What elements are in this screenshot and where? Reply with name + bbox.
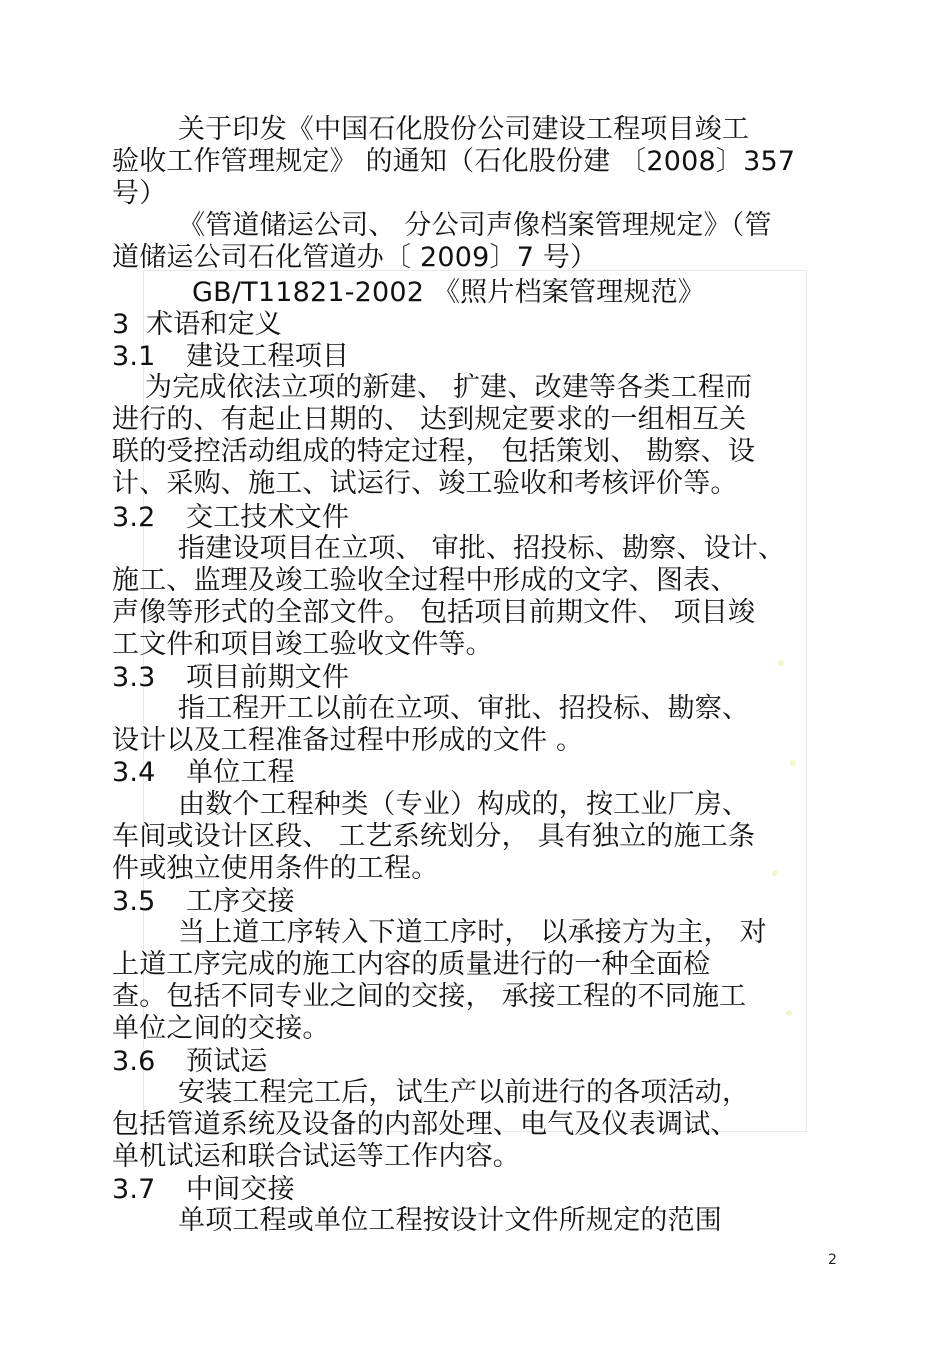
body-line: 联的受控活动组成的特定过程， 包括策划、 勘察、设 <box>112 436 756 467</box>
body-line: 上道工序完成的施工内容的质量进行的一种全面检 <box>112 949 711 980</box>
body-line: 包括管道系统及设备的内部处理、电气及仪表调试、 <box>112 1109 738 1140</box>
item-heading <box>112 502 349 534</box>
body-line: 安装工程完工后，试生产以前进行的各项活动， <box>178 1077 750 1108</box>
body-line: 单项工程或单位工程按设计文件所规定的范围 <box>178 1205 722 1236</box>
reference-line: 号） <box>112 178 167 209</box>
body-line: 件或独立使用条件的工程。 <box>112 853 439 884</box>
item-number: 3.2 <box>112 502 156 533</box>
body-line: 设计以及工程准备过程中形成的文件 。 <box>112 725 584 756</box>
item-heading <box>112 341 349 373</box>
reference-line: 道储运公司石化管道办〔 2009〕7 号） <box>112 242 598 273</box>
item-heading <box>112 662 349 694</box>
item-heading <box>112 1046 268 1078</box>
body-line: 当上道工序转入下道工序时， 以承接方为主， 对 <box>178 917 767 948</box>
reference-line: 关于印发《中国石化股份公司建设工程项目竣工 <box>178 114 750 145</box>
body-line: 单机试运和联合试运等工作内容。 <box>112 1141 520 1172</box>
item-title: 预试运 <box>186 1046 268 1077</box>
item-title: 交工技术文件 <box>186 502 350 533</box>
reference-line: 验收工作管理规定》 的通知（石化股份建 〔2008〕357 <box>112 146 796 177</box>
scan-speck <box>778 660 784 666</box>
item-number: 3.6 <box>112 1046 156 1077</box>
reference-line: 《管道储运公司、 分公司声像档案管理规定》（管 <box>178 210 772 241</box>
scan-speck <box>786 1010 792 1016</box>
item-title: 单位工程 <box>186 757 295 788</box>
section-number: 3 <box>112 309 130 340</box>
body-line: 进行的、有起止日期的、 达到规定要求的一组相互关 <box>112 404 747 435</box>
body-line: 指建设项目在立项、 审批、招投标、勘察、设计、 <box>178 533 786 564</box>
item-number: 3.5 <box>112 886 156 917</box>
body-line: 计、采购、施工、试运行、竣工验收和考核评价等。 <box>112 468 738 499</box>
body-line: 单位之间的交接。 <box>112 1013 330 1044</box>
item-title: 项目前期文件 <box>186 662 350 693</box>
item-number: 3.1 <box>112 341 156 372</box>
body-line: 施工、监理及竣工验收全过程中形成的文字、图表、 <box>112 565 738 596</box>
item-heading <box>112 757 295 789</box>
item-number: 3.7 <box>112 1174 156 1205</box>
item-title: 建设工程项目 <box>186 341 350 372</box>
body-line: 指工程开工以前在立项、审批、招投标、勘察、 <box>178 693 750 724</box>
item-title: 中间交接 <box>186 1174 295 1205</box>
body-line: 为完成依法立项的新建、 扩建、改建等各类工程而 <box>145 372 753 403</box>
body-line: 车间或设计区段、 工艺系统划分， 具有独立的施工条 <box>112 821 756 852</box>
item-heading <box>112 1174 295 1206</box>
body-line: 查。包括不同专业之间的交接， 承接工程的不同施工 <box>112 981 747 1012</box>
item-number: 3.4 <box>112 757 156 788</box>
item-number: 3.3 <box>112 662 156 693</box>
body-line: 声像等形式的全部文件。 包括项目前期文件、 项目竣 <box>112 597 756 628</box>
item-title: 工序交接 <box>186 886 295 917</box>
item-heading <box>112 886 295 918</box>
section-heading <box>112 309 282 341</box>
scan-speck <box>790 760 796 766</box>
section-title: 术语和定义 <box>146 309 282 340</box>
reference-line: GB/T11821-2002 《照片档案管理规范》 <box>192 277 705 308</box>
page-number: 2 <box>828 1252 837 1268</box>
body-line: 工文件和项目竣工验收文件等。 <box>112 629 493 660</box>
body-line: 由数个工程种类（专业）构成的，按工业厂房、 <box>178 789 750 820</box>
scan-speck <box>772 870 778 876</box>
